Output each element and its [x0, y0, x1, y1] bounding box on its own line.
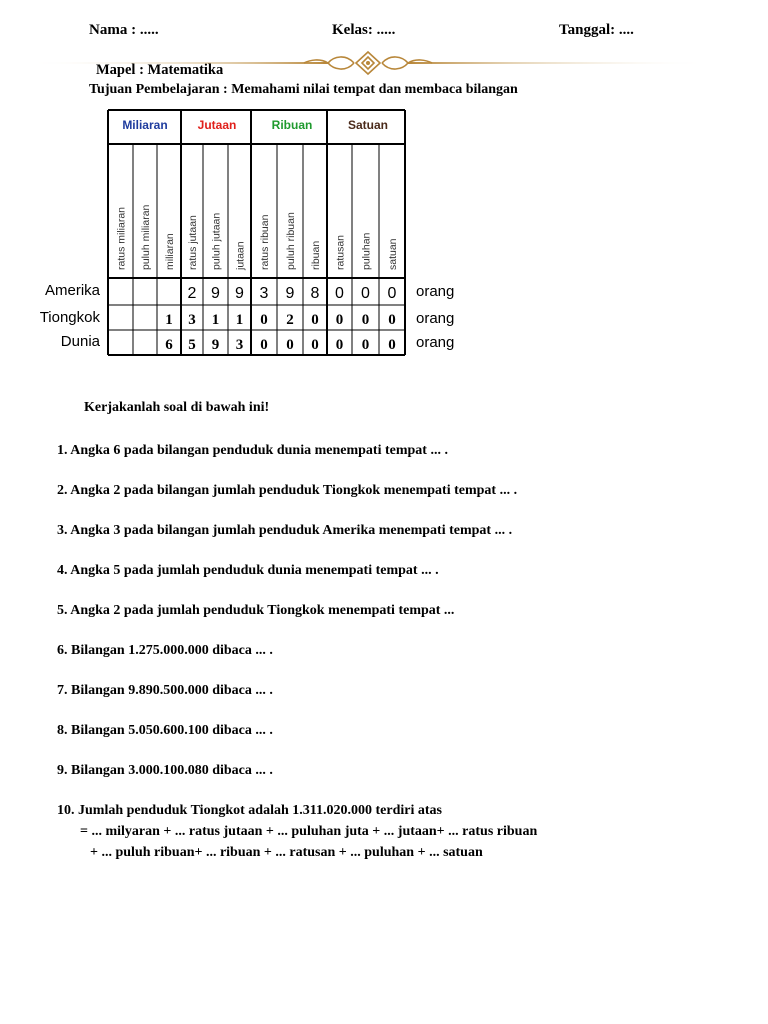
column-label: miliaran: [164, 233, 176, 270]
question-4: 4. Angka 5 pada jumlah penduduk dunia menempati tempat ... .: [57, 563, 439, 578]
question-10-line-2: + ... puluh ribuan+ ... ribuan + ... ratusan + ... puluhan + ... satuan: [90, 845, 483, 860]
column-label: ribuan: [310, 240, 322, 270]
row-label-tiongkok: Tiongkok: [39, 309, 100, 326]
column-label: puluh jutaan: [210, 212, 223, 270]
table-cell-value: 9: [285, 285, 295, 302]
column-label: puluh miliaran: [140, 204, 152, 270]
nama-field: Nama : .....: [89, 22, 159, 38]
table-cell-value: 0: [388, 337, 396, 353]
table-cell-value: 3: [259, 285, 269, 302]
column-label: ratus miliaran: [115, 206, 128, 270]
column-label: ratus jutaan: [187, 215, 199, 270]
question-8: 8. Bilangan 5.050.600.100 dibaca ... .: [57, 723, 273, 738]
table-cell-value: 9: [211, 285, 220, 302]
table-cell-value: 2: [187, 285, 197, 302]
table-cell-value: 0: [335, 312, 344, 328]
question-10-line-1: = ... milyaran + ... ratus jutaan + ... puluhan juta + ... jutaan+ ... ratus ribuan: [80, 824, 538, 839]
row-label-amerika: Amerika: [44, 282, 100, 299]
row-unit: orang: [416, 334, 455, 351]
table-cell-value: 0: [388, 312, 396, 328]
row-unit: orang: [416, 310, 455, 327]
group-header: Jutaan: [197, 118, 237, 132]
mapel-label: Mapel : Matematika: [96, 62, 224, 78]
table-cell-value: 9: [211, 337, 220, 353]
group-header: Miliaran: [122, 118, 168, 132]
instruction: Kerjakanlah soal di bawah ini!: [84, 400, 270, 415]
table-cell-value: 0: [260, 312, 268, 328]
row-unit: orang: [416, 283, 455, 300]
row-annotations: [0, 280, 480, 360]
table-cell-value: 0: [286, 337, 294, 353]
tujuan-label: Tujuan Pembelajaran : Memahami nilai tempat dan membaca bilangan: [89, 82, 518, 97]
tanggal-field: Tanggal: ....: [559, 22, 634, 38]
question-6: 6. Bilangan 1.275.000.000 dibaca ... .: [57, 643, 273, 658]
table-cell-value: 1: [235, 312, 244, 328]
table-cell-value: 5: [188, 337, 196, 353]
column-label: puluh ribuan: [285, 212, 297, 270]
question-5: 5. Angka 2 pada jumlah penduduk Tiongkok menempati tempat ...: [57, 603, 455, 618]
table-cell-value: 0: [387, 285, 397, 302]
table-cell-value: 0: [361, 312, 370, 328]
table-cell-value: 3: [235, 337, 244, 353]
table-cell-value: 0: [361, 337, 370, 353]
column-label: ratusan: [334, 234, 347, 270]
question-1: 1. Angka 6 pada bilangan penduduk dunia menempati tempat ... .: [57, 443, 448, 458]
question-9: 9. Bilangan 3.000.100.080 dibaca ... .: [57, 763, 273, 778]
table-cell-value: 6: [165, 337, 173, 353]
table-cell-value: 2: [286, 312, 294, 328]
table-cell-value: 0: [260, 337, 268, 353]
group-header: Ribuan: [271, 118, 313, 132]
table-cell-value: 3: [188, 312, 196, 328]
question-10: 10. Jumlah penduduk Tiongkot adalah 1.311.020.000 terdiri atas: [57, 803, 442, 818]
column-label: puluhan: [360, 232, 373, 270]
row-label-dunia: Dunia: [60, 333, 100, 350]
table-cell-value: 1: [211, 312, 220, 328]
column-label: ratus ribuan: [259, 214, 271, 270]
column-label: jutaan: [234, 241, 247, 270]
table-cell-value: 0: [311, 312, 319, 328]
group-header: Satuan: [347, 118, 389, 132]
table-cell-value: 9: [235, 285, 244, 302]
kelas-field: Kelas: .....: [332, 22, 396, 38]
table-cell-value: 0: [335, 285, 344, 302]
question-7: 7. Bilangan 9.890.500.000 dibaca ... .: [57, 683, 273, 698]
column-label: satuan: [387, 238, 399, 270]
table-cell-value: 1: [165, 312, 173, 328]
table-cell-value: 0: [335, 337, 344, 353]
table-cell-value: 8: [310, 285, 320, 302]
question-3: 3. Angka 3 pada bilangan jumlah penduduk Amerika menempati tempat ... .: [57, 523, 513, 538]
table-cell-value: 0: [311, 337, 319, 353]
table-cell-value: 0: [361, 285, 370, 302]
question-2: 2. Angka 2 pada bilangan jumlah penduduk Tiongkok menempati tempat ... .: [57, 483, 518, 498]
